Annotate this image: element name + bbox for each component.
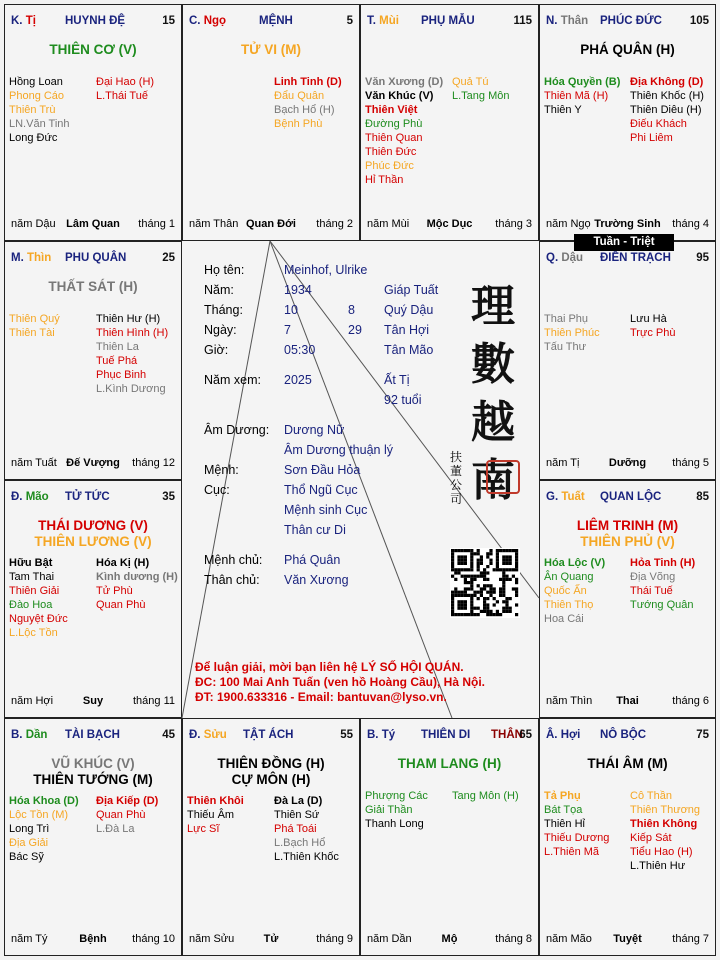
minor-star: Đại Hao (H) bbox=[96, 76, 155, 88]
palace-month: tháng 5 bbox=[672, 457, 709, 469]
info-cuc3: Thân cư Di bbox=[284, 523, 346, 537]
info-hoten: Meinhof, Ulrike bbox=[284, 263, 368, 277]
minor-star: L.Thái Tuế bbox=[96, 90, 148, 102]
info-menhchu: Phá Quân bbox=[284, 553, 341, 567]
contact-line1: Để luận giải, mời bạn liên hệ LÝ SỐ HỘI QUÁN. bbox=[195, 660, 464, 674]
info-thang: 10 bbox=[284, 303, 298, 317]
palace-number: 85 bbox=[696, 491, 709, 503]
palace-chi: Sửu bbox=[203, 729, 227, 741]
minor-star: Bệnh Phù bbox=[274, 118, 323, 130]
minor-star: Địa Kiếp (D) bbox=[96, 795, 159, 807]
minor-star: Thiên Hư (H) bbox=[96, 313, 161, 325]
minor-star: Cô Thần bbox=[630, 790, 672, 802]
minor-star: Ân Quang bbox=[544, 571, 594, 583]
palace-month: tháng 10 bbox=[132, 933, 175, 945]
palace-year: năm Tuất bbox=[11, 457, 57, 469]
minor-star: Thiên Sứ bbox=[274, 809, 320, 821]
minor-star: Thiên Hình (H) bbox=[96, 327, 169, 339]
minor-star: Thiếu Âm bbox=[187, 809, 235, 821]
palace-number: 75 bbox=[696, 729, 709, 741]
minor-star: Thanh Long bbox=[365, 818, 424, 830]
main-star: THAM LANG (H) bbox=[397, 756, 502, 771]
info-cuc-lbl: Cục: bbox=[204, 483, 230, 497]
palace-chi: Tuất bbox=[561, 491, 585, 503]
palace-stage: Trường Sinh bbox=[594, 218, 661, 230]
minor-star: Bát Tọa bbox=[544, 804, 583, 816]
minor-star: Giải Thần bbox=[365, 804, 413, 816]
info-thanchu-lbl: Thân chủ: bbox=[204, 573, 260, 587]
minor-star: Hoa Cái bbox=[544, 613, 584, 625]
minor-star: Thiên Không bbox=[630, 818, 698, 830]
red-seal-stamp bbox=[486, 460, 520, 494]
info-cuc: Thổ Ngũ Cục bbox=[284, 483, 358, 497]
minor-star: Lực Sĩ bbox=[187, 823, 220, 835]
minor-star: Phượng Các bbox=[365, 790, 428, 802]
minor-star: Tử Phù bbox=[96, 585, 133, 597]
palace-can: Â. bbox=[546, 729, 561, 741]
minor-star: Kiếp Sát bbox=[630, 832, 672, 844]
brand-char: 數 bbox=[471, 339, 515, 390]
palace-number: 35 bbox=[162, 491, 175, 503]
palace-chi: Tý bbox=[381, 729, 396, 741]
minor-star: Tấu Thư bbox=[544, 341, 587, 353]
minor-star: Thiên Thương bbox=[630, 804, 701, 816]
minor-star: Hóa Lộc (V) bbox=[544, 557, 606, 569]
palace-can: N. bbox=[546, 15, 561, 27]
palace-number: 55 bbox=[340, 729, 353, 741]
palace-number: 5 bbox=[346, 15, 353, 27]
main-star: THIÊN TƯỚNG (M) bbox=[33, 772, 153, 787]
palace-number: 115 bbox=[513, 15, 532, 27]
palace-number: 105 bbox=[689, 15, 709, 27]
palace-stage: Bệnh bbox=[79, 933, 107, 945]
main-star: LIÊM TRINH (M) bbox=[576, 518, 679, 533]
palace-year: năm Dần bbox=[367, 933, 412, 945]
minor-star: Tả Phụ bbox=[544, 790, 581, 802]
palace-name: THIÊN DI bbox=[421, 729, 471, 741]
palace-number: 15 bbox=[162, 15, 175, 27]
minor-star: LN.Văn Tinh bbox=[9, 118, 70, 130]
palace-can: Q. bbox=[546, 252, 562, 264]
main-star: PHÁ QUÂN (H) bbox=[580, 42, 675, 57]
main-star: CỰ MÔN (H) bbox=[231, 772, 311, 787]
palace-name: PHÚC ĐỨC bbox=[600, 15, 662, 27]
palace-year: năm Thìn bbox=[546, 695, 593, 707]
main-star: VŨ KHÚC (V) bbox=[51, 756, 135, 771]
minor-star: Thiên Thọ bbox=[544, 599, 594, 611]
palace-year: năm Mão bbox=[546, 933, 592, 945]
minor-star: Đào Hoa bbox=[9, 599, 53, 611]
palace-stage: Lâm Quan bbox=[66, 218, 120, 230]
palace-name: TẬT ÁCH bbox=[243, 729, 294, 741]
minor-star: L.Thiên Hư bbox=[630, 860, 686, 872]
minor-star: Thiên Y bbox=[544, 104, 582, 116]
minor-star: Thiên Đức bbox=[365, 146, 417, 158]
info-amduong2: Âm Dương thuận lý bbox=[284, 443, 393, 457]
info-namxem-cc: Ất Tị bbox=[384, 373, 410, 387]
minor-star: Quốc Ấn bbox=[544, 585, 587, 597]
info-thang-lbl: Tháng: bbox=[204, 303, 243, 317]
palace-chi: Tị bbox=[25, 15, 36, 27]
minor-star: L.Bạch Hổ bbox=[274, 837, 326, 849]
minor-star: Bác Sỹ bbox=[9, 851, 44, 863]
palace-month: tháng 8 bbox=[495, 933, 532, 945]
info-gio: 05:30 bbox=[284, 343, 316, 357]
palace-month: tháng 2 bbox=[316, 218, 353, 230]
palace-name: PHU QUÂN bbox=[65, 252, 127, 264]
minor-star: Nguyệt Đức bbox=[9, 613, 68, 625]
minor-star: Hỉ Thần bbox=[365, 174, 404, 186]
minor-star: Tiểu Hao (H) bbox=[630, 846, 693, 858]
minor-star: Thai Phụ bbox=[544, 313, 589, 325]
minor-star: Tam Thai bbox=[9, 571, 55, 583]
palace-stage: Thai bbox=[616, 695, 639, 707]
minor-star: Thiên Việt bbox=[365, 104, 418, 116]
main-star: TỬ VI (M) bbox=[241, 42, 301, 57]
minor-star: Đà La (D) bbox=[274, 795, 323, 807]
palace-can: T. bbox=[367, 15, 380, 27]
contact-line2: ĐC: 100 Mai Anh Tuấn (ven hồ Hoàng Cầu), Hà Nội. bbox=[195, 675, 486, 689]
minor-star: Thiên Quý bbox=[9, 313, 60, 325]
palace-can: Đ. bbox=[11, 491, 26, 503]
minor-star: Linh Tinh (D) bbox=[274, 76, 342, 88]
info-hoten-lbl: Họ tên: bbox=[204, 263, 245, 277]
main-star: THIÊN ĐỒNG (H) bbox=[217, 756, 325, 771]
brand-char: 越 bbox=[471, 397, 515, 448]
minor-star: Hóa Kị (H) bbox=[96, 557, 150, 569]
palace-name: MỆNH bbox=[259, 15, 293, 27]
palace-stage: Tuyệt bbox=[613, 933, 642, 945]
minor-star: Lộc Tồn (M) bbox=[9, 809, 69, 821]
minor-star: Trực Phù bbox=[630, 327, 676, 339]
palace-chi: Mùi bbox=[379, 15, 399, 27]
palace-month: tháng 4 bbox=[672, 218, 709, 230]
minor-star: Quả Tú bbox=[452, 76, 489, 88]
palace-month: tháng 12 bbox=[132, 457, 175, 469]
minor-star: Bạch Hổ (H) bbox=[274, 104, 335, 116]
main-star: THÁI DƯƠNG (V) bbox=[38, 518, 148, 533]
palace-number: 45 bbox=[162, 729, 175, 741]
palace-stage: Mộc Dục bbox=[426, 218, 473, 230]
main-star: THẤT SÁT (H) bbox=[48, 279, 138, 294]
minor-star: Đẩu Quân bbox=[274, 90, 325, 102]
palace-name: ĐIỀN TRẠCH bbox=[600, 252, 671, 264]
contact-block bbox=[195, 660, 485, 705]
palace-chi: Dần bbox=[25, 729, 48, 741]
palace-number: 95 bbox=[696, 252, 709, 264]
palace-month: tháng 7 bbox=[672, 933, 709, 945]
palace-number: 65 bbox=[519, 729, 532, 741]
palace-month: tháng 9 bbox=[316, 933, 353, 945]
minor-star: Quan Phù bbox=[96, 809, 146, 821]
minor-star: Hóa Khoa (D) bbox=[9, 795, 79, 807]
tuan-triet-badge: Tuần - Triệt bbox=[574, 234, 674, 251]
minor-star: L.Tang Môn bbox=[452, 90, 510, 102]
main-star: THIÊN PHỦ (V) bbox=[580, 534, 675, 549]
minor-star: Phúc Đức bbox=[365, 160, 414, 172]
minor-star: Thiên Khốc (H) bbox=[630, 90, 704, 102]
minor-star: Tướng Quân bbox=[630, 599, 694, 611]
palace-stage: Mộ bbox=[441, 933, 458, 945]
minor-star: Thiên Trù bbox=[9, 104, 56, 116]
palace-year: năm Dậu bbox=[11, 218, 56, 230]
palace-can: B. bbox=[367, 729, 382, 741]
main-star: THÁI ÂM (M) bbox=[587, 756, 668, 771]
minor-star: Long Trì bbox=[9, 823, 50, 835]
info-ngay-al: 29 bbox=[348, 323, 362, 337]
palace-chi: Ngọ bbox=[203, 15, 227, 27]
palace-year: năm Mùi bbox=[367, 218, 410, 230]
info-nam: 1934 bbox=[284, 283, 312, 297]
palace-name: NÔ BỘC bbox=[600, 729, 646, 741]
minor-star: Thiên La bbox=[96, 341, 139, 353]
info-gio-cc: Tân Mão bbox=[384, 343, 434, 357]
info-tuoi: 92 tuổi bbox=[384, 393, 422, 407]
minor-star: Văn Xương (D) bbox=[365, 76, 444, 88]
info-namxem: 2025 bbox=[284, 373, 312, 387]
palace-stage: Dưỡng bbox=[608, 457, 647, 469]
palace-year: năm Hợi bbox=[11, 695, 54, 707]
palace-chi: Thân bbox=[560, 15, 589, 27]
main-star: THIÊN CƠ (V) bbox=[49, 42, 137, 57]
minor-star: Hữu Bật bbox=[9, 557, 53, 569]
minor-star: L.Thiên Khốc bbox=[274, 851, 339, 863]
palace-can: G. bbox=[546, 491, 562, 503]
palace-can: C. bbox=[189, 15, 204, 27]
minor-star: Thiên Mã (H) bbox=[544, 90, 609, 102]
info-menhchu-lbl: Mệnh chủ: bbox=[204, 553, 263, 567]
palace-name: PHỤ MẪU bbox=[421, 15, 475, 27]
palace-can: M. bbox=[11, 252, 27, 264]
palace-chi: Thìn bbox=[26, 252, 52, 264]
minor-star: Thiên Diêu (H) bbox=[630, 104, 702, 116]
brand-char: 理 bbox=[471, 281, 515, 332]
info-nam-cc: Giáp Tuất bbox=[384, 283, 439, 297]
minor-star: Phục Binh bbox=[96, 369, 147, 381]
info-ngay-lbl: Ngày: bbox=[204, 323, 237, 337]
info-cuc2: Mệnh sinh Cục bbox=[284, 503, 368, 517]
palace-year: năm Tý bbox=[11, 933, 48, 945]
minor-star: Thiếu Dương bbox=[544, 832, 610, 844]
minor-star: Phi Liêm bbox=[630, 132, 673, 144]
palace-stage: Suy bbox=[82, 695, 104, 707]
palace-name: TÀI BẠCH bbox=[65, 729, 120, 741]
minor-star: Hóa Quyền (B) bbox=[544, 76, 621, 88]
minor-star: Địa Võng bbox=[630, 571, 676, 583]
info-ngay-cc: Tân Hợi bbox=[384, 323, 430, 337]
palace-year: năm Ngọ bbox=[546, 218, 591, 230]
minor-star: L.Kình Dương bbox=[96, 383, 166, 395]
info-amduong: Dương Nữ bbox=[284, 423, 345, 437]
minor-star: Lưu Hà bbox=[630, 313, 667, 325]
minor-star: Thái Tuế bbox=[630, 585, 673, 597]
info-amduong-lbl: Âm Dương: bbox=[204, 423, 270, 437]
main-star: THIÊN LƯƠNG (V) bbox=[34, 534, 152, 549]
minor-star: L.Đà La bbox=[96, 823, 135, 835]
info-gio-lbl: Giờ: bbox=[204, 343, 229, 357]
minor-star: Hồng Loan bbox=[9, 76, 63, 88]
palace-number: 25 bbox=[162, 252, 175, 264]
palace-name: QUAN LỘC bbox=[600, 491, 662, 503]
minor-star: Phá Toái bbox=[274, 823, 317, 835]
minor-star: Điếu Khách bbox=[630, 118, 687, 130]
minor-star: Thiên Tài bbox=[9, 327, 55, 339]
palace-month: tháng 11 bbox=[132, 695, 175, 707]
minor-star: Phong Cáo bbox=[9, 90, 65, 102]
contact-line3: ĐT: 1900.633316 - Email: bantuvan@lyso.vn. bbox=[195, 690, 447, 704]
minor-star: Quan Phù bbox=[96, 599, 146, 611]
minor-star: Văn Khúc (V) bbox=[365, 90, 434, 102]
palace-year: năm Tị bbox=[546, 457, 580, 469]
palace-chi: Mão bbox=[25, 491, 49, 503]
palace-can: Đ. bbox=[189, 729, 204, 741]
brand-side-text: 扶董公司 bbox=[450, 450, 463, 506]
minor-star: Kình dương (H) bbox=[96, 571, 178, 583]
minor-star: Thiên Quan bbox=[365, 132, 423, 144]
palace-can: B. bbox=[11, 729, 26, 741]
info-ngay: 7 bbox=[284, 323, 291, 337]
palace-name: HUYNH ĐỆ bbox=[65, 15, 126, 27]
info-nam-lbl: Năm: bbox=[204, 283, 234, 297]
palace-can: K. bbox=[11, 15, 26, 27]
minor-star: Hỏa Tinh (H) bbox=[630, 557, 696, 569]
minor-star: Đường Phù bbox=[365, 118, 423, 130]
palace-year: năm Thân bbox=[189, 218, 239, 230]
minor-star: Địa Giải bbox=[9, 837, 49, 849]
minor-star: Thiên Phúc bbox=[544, 327, 600, 339]
palace-chi: Dậu bbox=[561, 252, 584, 264]
info-thanchu: Văn Xương bbox=[284, 573, 349, 587]
palace-stage: Tử bbox=[263, 933, 279, 945]
palace-chi: Hợi bbox=[560, 729, 581, 741]
info-thang-cc: Quý Dậu bbox=[384, 303, 434, 317]
minor-star: Long Đức bbox=[9, 132, 58, 144]
palace-stage: Quan Đới bbox=[246, 218, 296, 230]
qr-code[interactable] bbox=[450, 548, 520, 618]
minor-star: Địa Không (D) bbox=[630, 76, 704, 88]
minor-star: Tang Môn (H) bbox=[452, 790, 519, 802]
info-thang-al: 8 bbox=[348, 303, 355, 317]
info-namxem-lbl: Năm xem: bbox=[204, 373, 261, 387]
info-menh-lbl: Mệnh: bbox=[204, 463, 239, 477]
minor-star: L.Thiên Mã bbox=[544, 846, 600, 858]
brand-char: 南 bbox=[471, 455, 515, 506]
minor-star: L.Lộc Tồn bbox=[9, 627, 58, 639]
palace-month: tháng 6 bbox=[672, 695, 709, 707]
minor-star: Thiên Hỉ bbox=[544, 818, 585, 830]
palace-month: tháng 3 bbox=[495, 218, 532, 230]
palace-name: TỬ TỨC bbox=[65, 491, 110, 503]
than-tag: THÂN bbox=[491, 729, 523, 741]
minor-star: Thiên Giải bbox=[9, 585, 60, 597]
palace-year: năm Sửu bbox=[189, 933, 235, 945]
palace-month: tháng 1 bbox=[138, 218, 175, 230]
minor-star: Thiên Khôi bbox=[187, 795, 244, 807]
minor-star: Tuế Phá bbox=[96, 355, 138, 367]
palace-stage: Đế Vượng bbox=[66, 457, 120, 469]
info-menh: Sơn Đầu Hỏa bbox=[284, 463, 361, 477]
